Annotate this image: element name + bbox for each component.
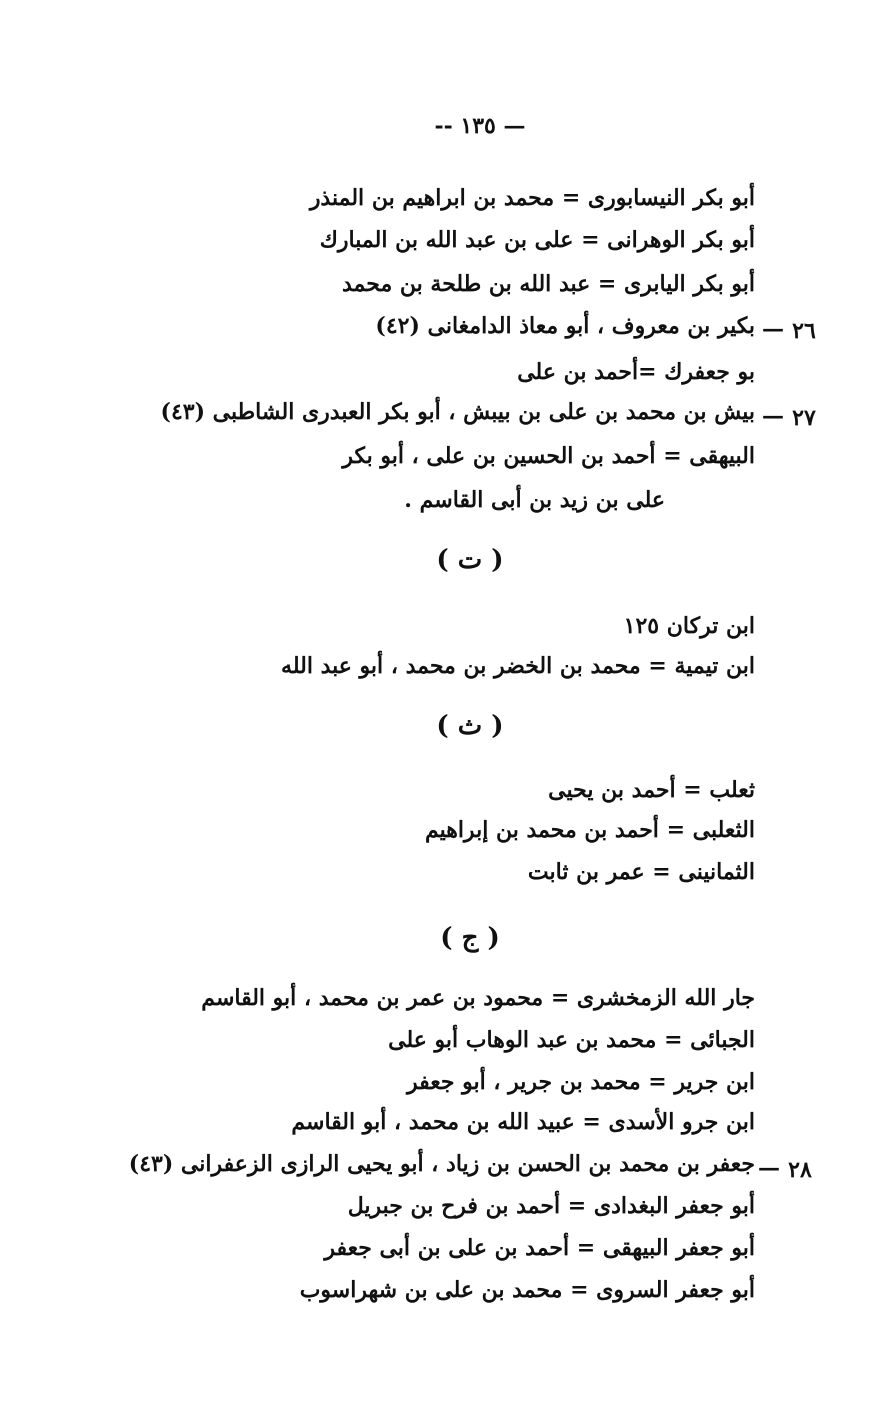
entry-number: ٢٨ <box>788 1157 812 1183</box>
index-entry: أبو بكر اليابرى = عبد الله بن طلحة بن محمد <box>341 271 755 297</box>
page-number: — ١٣٥ -- <box>434 113 526 139</box>
index-entry: جار الله الزمخشرى = محمود بن عمر بن محمد ، أبو القاسم <box>201 985 755 1011</box>
index-entry: أبو جعفر السروى = محمد بن على بن شهراسوب <box>299 1277 755 1303</box>
index-entry: أبو بكر الوهرانى = على بن عبد الله بن المبارك <box>319 227 755 253</box>
index-entry: الثمانينى = عمر بن ثابت <box>527 859 755 885</box>
index-entry: ابن تيمية = محمد بن الخضر بن محمد ، أبو عبد الله <box>281 653 755 679</box>
entry-dash: — <box>762 403 784 429</box>
section-heading: ( ت ) <box>436 545 504 575</box>
index-entry: بيش بن محمد بن على بن بيبش ، أبو بكر العبدرى الشاطبى (٤٣) <box>160 399 755 425</box>
index-entry: على بن زيد بن أبى القاسم . <box>404 487 665 513</box>
index-entry: بكير بن معروف ، أبو معاذ الدامغانى (٤٢) <box>375 313 755 339</box>
entry-dash: — <box>762 316 784 342</box>
index-entry: بو جعفرك =أحمد بن على <box>517 359 755 385</box>
entry-number: ٢٦ <box>792 318 816 344</box>
entry-number: ٢٧ <box>792 405 816 431</box>
entry-dash: — <box>758 1155 780 1181</box>
section-heading: ( ث ) <box>436 711 504 741</box>
index-entry: جعفر بن محمد بن الحسن بن زياد ، أبو يحيى الرازى الزعفرانى (٤٣) <box>128 1151 755 1177</box>
index-entry: الجبائى = محمد بن عبد الوهاب أبو على <box>388 1027 755 1053</box>
index-entry: ثعلب = أحمد بن يحيى <box>548 777 755 803</box>
index-entry: أبو جعفر البيهقى = أحمد بن على بن أبى جعفر <box>324 1235 755 1261</box>
index-entry: البيهقى = أحمد بن الحسين بن على ، أبو بكر <box>342 443 755 469</box>
index-entry: ابن جرو الأسدى = عبيد الله بن محمد ، أبو القاسم <box>291 1109 755 1135</box>
index-entry: الثعلبى = أحمد بن محمد بن إبراهيم <box>424 817 755 843</box>
index-entry: أبو بكر النيسابورى = محمد بن ابراهيم بن المنذر <box>309 185 755 211</box>
index-entry: ابن جرير = محمد بن جرير ، أبو جعفر <box>407 1069 755 1095</box>
section-heading: ( ج ) <box>440 923 500 953</box>
index-entry: أبو جعفر البغدادى = أحمد بن فرح بن جبريل <box>347 1193 755 1219</box>
index-entry: ابن تركان ١٢٥ <box>623 613 755 639</box>
